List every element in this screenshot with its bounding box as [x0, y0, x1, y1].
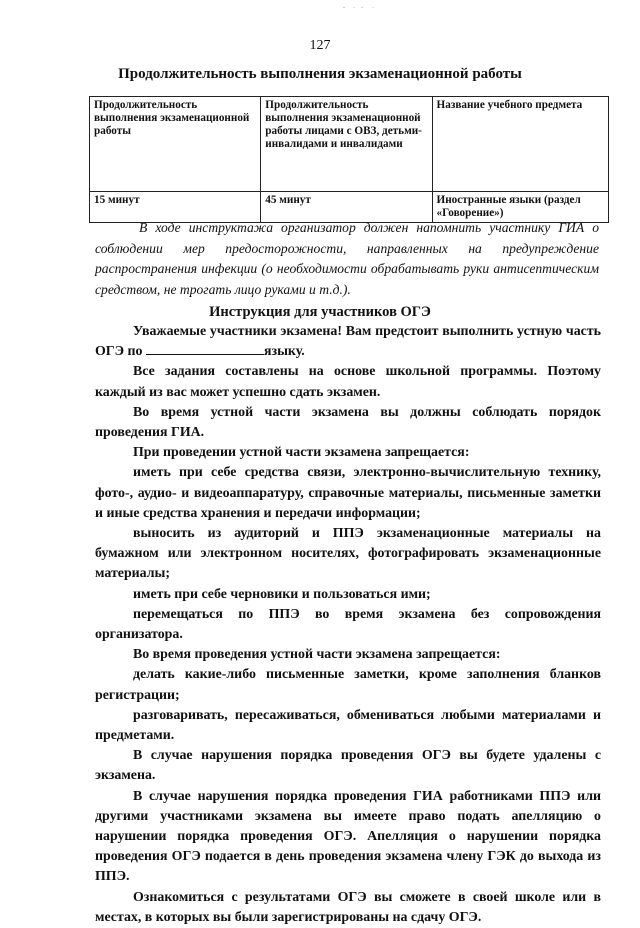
paragraph-text: Уважаемые участники экзамена! Вам предстоит выполнить устную часть ОГЭ по: [95, 324, 601, 360]
instruction-heading: Инструкция для участников ОГЭ: [209, 304, 431, 320]
scan-artifact: [340, 6, 380, 9]
paragraph: В случае нарушения порядка проведения ГИА работниками ППЭ или другими участниками экзамена вы имеете право подать апелляцию о нарушении порядка проведения ОГЭ. Апелляция о нарушении порядка проведения ОГЭ подается в день проведения экзамена члену ГЭК до выхода из ППЭ.: [95, 788, 601, 885]
paragraph: перемещаться по ППЭ во время экзамена без сопровождения организатора.: [95, 606, 601, 643]
paragraph: разговаривать, пересаживаться, обмениваться любыми материалами и предметами.: [95, 707, 601, 744]
paragraph: Во время проведения устной части экзамена запрещается:: [133, 647, 501, 663]
language-blank-field: [146, 343, 264, 355]
page-number: 127: [309, 38, 331, 53]
duration-table: [89, 96, 609, 223]
paragraph-text: языку.: [263, 344, 305, 360]
page-title: Продолжительность выполнения экзаменационной работы: [118, 66, 522, 82]
paragraph: делать какие-либо письменные заметки, кроме заполнения бланков регистрации;: [95, 667, 601, 703]
table-cell: Иностранные языки (раздел «Говорение»): [432, 192, 608, 223]
table-header-row: [90, 97, 609, 192]
paragraph: Ознакомиться с результатами ОГЭ вы сможете в своей школе или в местах, в которых вы были зарегистрированы на сдачу ОГЭ.: [95, 889, 601, 925]
paragraph: Все задания составлены на основе школьной программы. Поэтому каждый из вас может успешно сдать экзамен.: [95, 364, 601, 400]
safety-note-text: В ходе инструктажа организатор должен напомнить участнику ГИА о соблюдении мер предосторожности, направленных на предупреждение распространения инфекции (о необходимости обрабатывать руки антисептическим средством, не трогать лицо руками и т.д.).: [95, 220, 599, 297]
paragraph: иметь при себе средства связи, электронно-вычислительную технику, фото-, аудио- и видеоаппаратуру, справочные материалы, письменные заметки и иные средства хранения и передачи информации;: [95, 465, 601, 521]
paragraph: иметь при себе черновики и пользоваться ими;: [133, 586, 431, 602]
table-cell: 15 минут: [90, 192, 261, 223]
table-cell: 45 минут: [261, 192, 432, 223]
table-header-cell: Продолжительность выполнения экзаменационной работы: [90, 97, 261, 192]
table-header-cell: Название учебного предмета: [432, 97, 608, 192]
paragraph: При проведении устной части экзамена запрещается:: [133, 445, 470, 461]
paragraph: выносить из аудиторий и ППЭ экзаменационные материалы на бумажном или электронном носителях, фотографировать экзаменационные материалы;: [95, 526, 601, 582]
paragraph: [95, 322, 601, 362]
paragraph: Во время устной части экзамена вы должны соблюдать порядок проведения ГИА.: [95, 404, 601, 441]
instruction-body: [95, 322, 601, 928]
safety-note: [95, 218, 599, 300]
table-header-cell: Продолжительность выполнения экзаменационной работы лицами с ОВЗ, детьми-инвалидами и инвалидами: [261, 97, 432, 192]
paragraph: В случае нарушения порядка проведения ОГЭ вы будете удалены с экзамена.: [95, 748, 601, 784]
